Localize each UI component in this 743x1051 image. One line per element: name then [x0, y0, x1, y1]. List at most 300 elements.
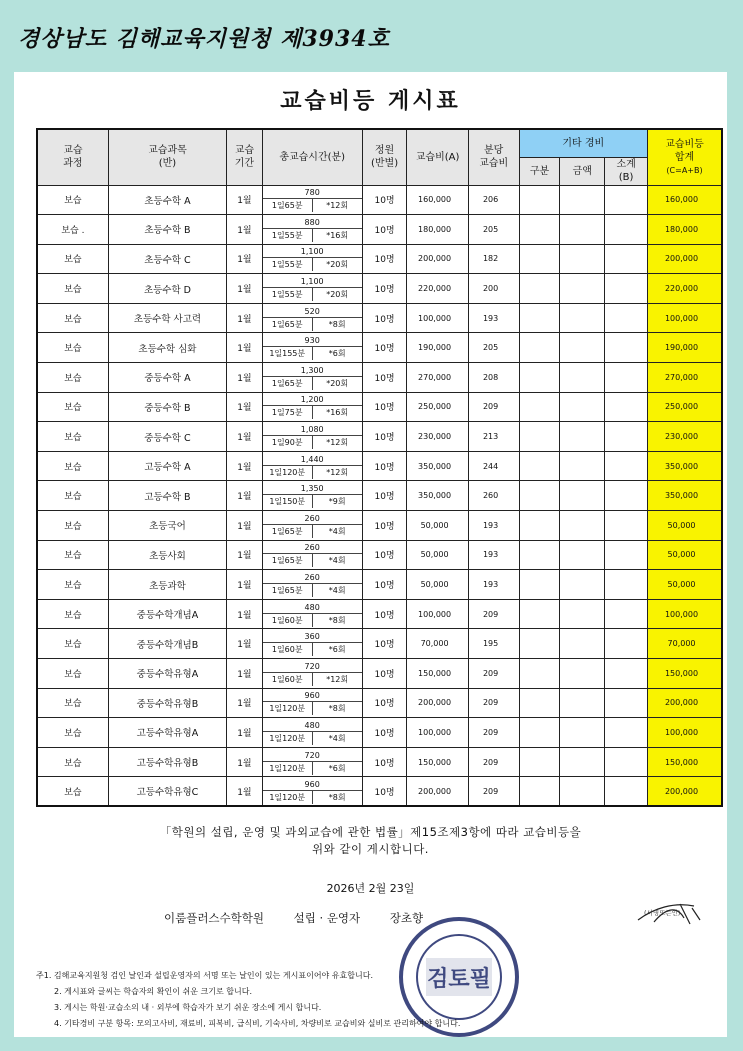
cell-period: 1월: [227, 244, 263, 274]
cell-subject: 초등수학 C: [108, 244, 226, 274]
cell-total: 50,000: [648, 511, 722, 541]
cell-hours: [262, 451, 362, 481]
cell-subject: 중등수학유형A: [108, 659, 226, 689]
cell-fee: 220,000: [407, 274, 468, 304]
cell-total: 270,000: [648, 363, 722, 393]
header-subject: 교습과목 (반): [108, 129, 226, 185]
cell-other-subtotal: [605, 303, 648, 333]
footnote-item: 4. 기타경비 구분 항목: 모의고사비, 재료비, 피복비, 급식비, 기숙사비, 차량비로 교습비와 실비로 관리하여야 합니다.: [54, 1019, 461, 1028]
cell-fee: 190,000: [407, 333, 468, 363]
cell-session: 1일65분: [271, 201, 303, 211]
cell-capacity: 10명: [362, 244, 407, 274]
cell-other-subtotal: [605, 422, 648, 452]
table-row: [37, 303, 722, 333]
cell-per-min: 205: [468, 215, 519, 245]
table-row: [37, 422, 722, 452]
cell-count: *12회: [312, 199, 362, 212]
cell-other-subtotal: [605, 659, 648, 689]
cell-per-min: 209: [468, 392, 519, 422]
cell-per-min: 213: [468, 422, 519, 452]
cell-subject: 중등수학 B: [108, 392, 226, 422]
cell-session: 1일120분: [269, 792, 306, 802]
cell-count: *12회: [312, 466, 362, 479]
cell-session: 1일65분: [271, 586, 303, 596]
cell-total-minutes: 360: [263, 631, 362, 643]
cell-session: 1일60분: [271, 645, 303, 655]
cell-per-min: 209: [468, 718, 519, 748]
cell-course: 보습: [37, 451, 108, 481]
owner-name: 장초향: [389, 911, 424, 925]
cell-other-amount: [560, 747, 605, 777]
cell-other-subtotal: [605, 777, 648, 807]
cell-per-min: 193: [468, 540, 519, 570]
cell-subject: 초등과학: [108, 570, 226, 600]
cell-total: 100,000: [648, 303, 722, 333]
cell-fee: 250,000: [407, 392, 468, 422]
cell-count: *6회: [312, 347, 362, 360]
cell-subject: 초등사회: [108, 540, 226, 570]
cell-other-subtotal: [605, 540, 648, 570]
cell-other-amount: [560, 333, 605, 363]
cell-period: 1월: [227, 185, 263, 215]
cell-other-subtotal: [605, 333, 648, 363]
header-other-amount: 금액: [560, 157, 605, 185]
cell-course: 보습: [37, 481, 108, 511]
table-row: [37, 629, 722, 659]
cell-capacity: 10명: [362, 185, 407, 215]
footnotes: [36, 968, 460, 1032]
cell-capacity: 10명: [362, 747, 407, 777]
cell-capacity: 10명: [362, 303, 407, 333]
cell-fee: 350,000: [407, 481, 468, 511]
cell-other-amount: [560, 599, 605, 629]
cell-total: 200,000: [648, 777, 722, 807]
cell-other-amount: [560, 274, 605, 304]
cell-other-type: [519, 392, 560, 422]
cell-total-minutes: 1,080: [263, 424, 362, 436]
cell-session: 1일120분: [269, 763, 306, 773]
header-total-label: 교습비등 합계: [665, 138, 704, 163]
cell-fee: 70,000: [407, 629, 468, 659]
cell-total: 160,000: [648, 185, 722, 215]
footnote-item: 2. 게시표와 글씨는 학습자의 확인이 쉬운 크기로 합니다.: [54, 987, 252, 996]
cell-capacity: 10명: [362, 363, 407, 393]
cell-total: 150,000: [648, 747, 722, 777]
cell-total-minutes: 480: [263, 720, 362, 732]
cell-session: 1일65분: [271, 378, 303, 388]
cell-total-minutes: 260: [263, 542, 362, 554]
cell-other-subtotal: [605, 451, 648, 481]
cell-other-amount: [560, 540, 605, 570]
cell-course: 보습: [37, 629, 108, 659]
legal-statement: [14, 824, 727, 858]
cell-other-subtotal: [605, 747, 648, 777]
cell-other-type: [519, 333, 560, 363]
cell-count: *20회: [312, 288, 362, 301]
cell-period: 1월: [227, 451, 263, 481]
cell-other-type: [519, 688, 560, 718]
cell-other-type: [519, 629, 560, 659]
cell-other-subtotal: [605, 688, 648, 718]
signature-label: (서명또는인): [644, 909, 681, 917]
cell-other-type: [519, 215, 560, 245]
cell-fee: 200,000: [407, 244, 468, 274]
cell-per-min: 209: [468, 747, 519, 777]
cell-session: 1일55분: [271, 290, 303, 300]
cell-subject: 고등수학 B: [108, 481, 226, 511]
cell-period: 1월: [227, 422, 263, 452]
cell-period: 1월: [227, 599, 263, 629]
cell-period: 1월: [227, 363, 263, 393]
fee-table: [36, 128, 723, 807]
cell-per-min: 193: [468, 511, 519, 541]
cell-session: 1일155분: [269, 349, 306, 359]
cell-other-type: [519, 422, 560, 452]
posting-date: 2026년 2월 23일: [326, 882, 415, 895]
cell-hours: [262, 274, 362, 304]
cell-session: 1일150분: [269, 497, 306, 507]
cell-course: 보습 .: [37, 215, 108, 245]
cell-hours: [262, 688, 362, 718]
cell-capacity: 10명: [362, 274, 407, 304]
cell-other-type: [519, 511, 560, 541]
cell-course: 보습: [37, 718, 108, 748]
cell-per-min: 208: [468, 363, 519, 393]
cell-count: *20회: [312, 377, 362, 390]
header-total-formula: (C=A+B): [666, 165, 703, 175]
cell-session: 1일55분: [271, 230, 303, 240]
cell-total: 350,000: [648, 451, 722, 481]
academy-name: 이룸플러스수학학원: [164, 911, 264, 925]
cell-hours: [262, 244, 362, 274]
cell-fee: 100,000: [407, 303, 468, 333]
table-row: [37, 570, 722, 600]
cell-subject: 초등수학 심화: [108, 333, 226, 363]
cell-total: 180,000: [648, 215, 722, 245]
cell-other-amount: [560, 422, 605, 452]
cell-other-subtotal: [605, 481, 648, 511]
cell-period: 1월: [227, 303, 263, 333]
cell-period: 1월: [227, 392, 263, 422]
cell-capacity: 10명: [362, 570, 407, 600]
cell-hours: [262, 570, 362, 600]
cell-other-subtotal: [605, 511, 648, 541]
cell-course: 보습: [37, 244, 108, 274]
header-period: 교습 기간: [227, 129, 263, 185]
cell-other-amount: [560, 511, 605, 541]
cell-fee: 270,000: [407, 363, 468, 393]
cell-subject: 중등수학 C: [108, 422, 226, 452]
cell-hours: [262, 718, 362, 748]
cell-hours: [262, 392, 362, 422]
cell-total-minutes: 880: [263, 217, 362, 229]
cell-other-type: [519, 303, 560, 333]
cell-capacity: 10명: [362, 481, 407, 511]
cell-other-type: [519, 363, 560, 393]
cell-total: 250,000: [648, 392, 722, 422]
cell-fee: 230,000: [407, 422, 468, 452]
cell-other-amount: [560, 718, 605, 748]
cell-per-min: 260: [468, 481, 519, 511]
cell-fee: 50,000: [407, 511, 468, 541]
cell-capacity: 10명: [362, 777, 407, 807]
cell-per-min: 206: [468, 185, 519, 215]
cell-total-minutes: 960: [263, 690, 362, 702]
cell-count: *16회: [312, 229, 362, 242]
cell-fee: 100,000: [407, 718, 468, 748]
cell-other-subtotal: [605, 392, 648, 422]
cell-other-amount: [560, 244, 605, 274]
cell-other-type: [519, 718, 560, 748]
cell-other-amount: [560, 451, 605, 481]
cell-capacity: 10명: [362, 451, 407, 481]
cell-total: 350,000: [648, 481, 722, 511]
cell-total-minutes: 720: [263, 661, 362, 673]
cell-count: *4회: [312, 554, 362, 567]
cell-other-subtotal: [605, 718, 648, 748]
header-title: 경상남도 김해교육지원청 제3934호: [18, 26, 390, 52]
cell-fee: 150,000: [407, 659, 468, 689]
cell-session: 1일65분: [271, 556, 303, 566]
cell-hours: [262, 599, 362, 629]
cell-session: 1일120분: [269, 704, 306, 714]
cell-other-amount: [560, 481, 605, 511]
table-row: [37, 688, 722, 718]
cell-other-amount: [560, 570, 605, 600]
cell-per-min: 200: [468, 274, 519, 304]
table-row: [37, 511, 722, 541]
table-row: [37, 392, 722, 422]
role-label: 설립 · 운영자: [293, 911, 361, 925]
cell-period: 1월: [227, 274, 263, 304]
cell-hours: [262, 511, 362, 541]
cell-capacity: 10명: [362, 511, 407, 541]
cell-other-type: [519, 599, 560, 629]
cell-fee: 180,000: [407, 215, 468, 245]
cell-period: 1월: [227, 688, 263, 718]
cell-subject: 초등수학 B: [108, 215, 226, 245]
cell-total: 150,000: [648, 659, 722, 689]
cell-total-minutes: 720: [263, 750, 362, 762]
cell-session: 1일65분: [271, 526, 303, 536]
cell-other-subtotal: [605, 185, 648, 215]
cell-other-subtotal: [605, 244, 648, 274]
cell-subject: 초등수학 D: [108, 274, 226, 304]
cell-total-minutes: 960: [263, 779, 362, 791]
table-row: [37, 333, 722, 363]
table-row: [37, 777, 722, 807]
cell-subject: 중등수학개념A: [108, 599, 226, 629]
cell-subject: 고등수학유형C: [108, 777, 226, 807]
table-row: [37, 244, 722, 274]
cell-course: 보습: [37, 274, 108, 304]
cell-period: 1월: [227, 481, 263, 511]
header-fee: 교습비(A): [407, 129, 468, 185]
header-other-subtotal: 소계 (B): [605, 157, 648, 185]
cell-hours: [262, 481, 362, 511]
cell-count: *4회: [312, 525, 362, 538]
cell-fee: 200,000: [407, 688, 468, 718]
cell-subject: 고등수학 A: [108, 451, 226, 481]
cell-count: *4회: [312, 732, 362, 745]
cell-per-min: 209: [468, 777, 519, 807]
cell-other-amount: [560, 303, 605, 333]
svg-text:검토필: 검토필: [427, 967, 491, 992]
cell-hours: [262, 629, 362, 659]
cell-period: 1월: [227, 215, 263, 245]
cell-count: *8회: [312, 614, 362, 627]
cell-course: 보습: [37, 688, 108, 718]
cell-period: 1월: [227, 777, 263, 807]
cell-capacity: 10명: [362, 422, 407, 452]
cell-total-minutes: 1,100: [263, 246, 362, 258]
cell-total: 100,000: [648, 718, 722, 748]
statement-line-1: 「학원의 설립, 운영 및 과외교습에 관한 법률」제15조제3항에 따라 교습비등을: [159, 825, 582, 839]
cell-other-subtotal: [605, 274, 648, 304]
cell-period: 1월: [227, 570, 263, 600]
cell-per-min: 182: [468, 244, 519, 274]
cell-other-type: [519, 274, 560, 304]
cell-hours: [262, 659, 362, 689]
cell-subject: 중등수학유형B: [108, 688, 226, 718]
cell-total-minutes: 1,440: [263, 454, 362, 466]
cell-other-type: [519, 570, 560, 600]
cell-other-amount: [560, 363, 605, 393]
header-other-type: 구분: [519, 157, 560, 185]
header-capacity: 정원 (반별): [362, 129, 407, 185]
cell-subject: 초등수학 사고력: [108, 303, 226, 333]
cell-per-min: 193: [468, 570, 519, 600]
cell-other-type: [519, 451, 560, 481]
cell-per-min: 195: [468, 629, 519, 659]
document-title: 교습비등 게시표: [280, 89, 461, 114]
cell-fee: 350,000: [407, 451, 468, 481]
cell-course: 보습: [37, 333, 108, 363]
cell-other-amount: [560, 215, 605, 245]
cell-subject: 고등수학유형B: [108, 747, 226, 777]
cell-session: 1일75분: [271, 408, 303, 418]
cell-total-minutes: 930: [263, 335, 362, 347]
cell-count: *8회: [312, 318, 362, 331]
table-row: [37, 451, 722, 481]
cell-count: *8회: [312, 702, 362, 715]
cell-course: 보습: [37, 777, 108, 807]
cell-per-min: 209: [468, 659, 519, 689]
cell-capacity: 10명: [362, 718, 407, 748]
cell-session: 1일120분: [269, 467, 306, 477]
cell-course: 보습: [37, 570, 108, 600]
cell-period: 1월: [227, 718, 263, 748]
cell-count: *8회: [312, 791, 362, 804]
cell-total-minutes: 780: [263, 187, 362, 199]
cell-other-type: [519, 244, 560, 274]
cell-capacity: 10명: [362, 540, 407, 570]
cell-course: 보습: [37, 392, 108, 422]
cell-total: 50,000: [648, 540, 722, 570]
cell-total: 200,000: [648, 688, 722, 718]
cell-hours: [262, 747, 362, 777]
cell-other-type: [519, 659, 560, 689]
cell-other-amount: [560, 777, 605, 807]
cell-total: 50,000: [648, 570, 722, 600]
statement-line-2: 위와 같이 게시합니다.: [312, 842, 429, 856]
cell-count: *4회: [312, 584, 362, 597]
cell-other-type: [519, 185, 560, 215]
cell-per-min: 209: [468, 688, 519, 718]
table-row: [37, 215, 722, 245]
cell-total: 230,000: [648, 422, 722, 452]
cell-fee: 100,000: [407, 599, 468, 629]
cell-period: 1월: [227, 747, 263, 777]
cell-other-type: [519, 747, 560, 777]
cell-subject: 초등수학 A: [108, 185, 226, 215]
cell-hours: [262, 185, 362, 215]
cell-other-amount: [560, 185, 605, 215]
table-row: [37, 599, 722, 629]
cell-total: 220,000: [648, 274, 722, 304]
table-row: [37, 747, 722, 777]
table-row: [37, 540, 722, 570]
cell-course: 보습: [37, 363, 108, 393]
cell-course: 보습: [37, 540, 108, 570]
cell-hours: [262, 333, 362, 363]
cell-course: 보습: [37, 747, 108, 777]
cell-total: 70,000: [648, 629, 722, 659]
cell-session: 1일120분: [269, 733, 306, 743]
cell-fee: 200,000: [407, 777, 468, 807]
cell-hours: [262, 540, 362, 570]
cell-capacity: 10명: [362, 659, 407, 689]
cell-subject: 고등수학유형A: [108, 718, 226, 748]
cell-per-min: 193: [468, 303, 519, 333]
cell-per-min: 205: [468, 333, 519, 363]
cell-count: *16회: [312, 406, 362, 419]
cell-hours: [262, 777, 362, 807]
cell-hours: [262, 422, 362, 452]
cell-hours: [262, 215, 362, 245]
table-row: [37, 659, 722, 689]
table-row: [37, 363, 722, 393]
cell-period: 1월: [227, 540, 263, 570]
cell-total: 190,000: [648, 333, 722, 363]
table-row: [37, 274, 722, 304]
cell-total-minutes: 1,300: [263, 365, 362, 377]
cell-fee: 50,000: [407, 540, 468, 570]
cell-count: *9회: [312, 495, 362, 508]
cell-total-minutes: 260: [263, 513, 362, 525]
cell-subject: 초등국어: [108, 511, 226, 541]
cell-per-min: 209: [468, 599, 519, 629]
header-total: [648, 129, 722, 185]
cell-course: 보습: [37, 659, 108, 689]
cell-total-minutes: 260: [263, 572, 362, 584]
signature-mark: [634, 898, 714, 928]
cell-count: *12회: [312, 436, 362, 449]
cell-other-subtotal: [605, 215, 648, 245]
header-course: 교습 과정: [37, 129, 108, 185]
cell-fee: 160,000: [407, 185, 468, 215]
cell-total-minutes: 1,100: [263, 276, 362, 288]
fee-notice-document: [14, 72, 727, 1037]
table-row: [37, 718, 722, 748]
cell-total: 100,000: [648, 599, 722, 629]
cell-session: 1일90분: [271, 438, 303, 448]
cell-other-amount: [560, 392, 605, 422]
cell-period: 1월: [227, 659, 263, 689]
cell-other-type: [519, 481, 560, 511]
cell-capacity: 10명: [362, 215, 407, 245]
cell-period: 1월: [227, 333, 263, 363]
